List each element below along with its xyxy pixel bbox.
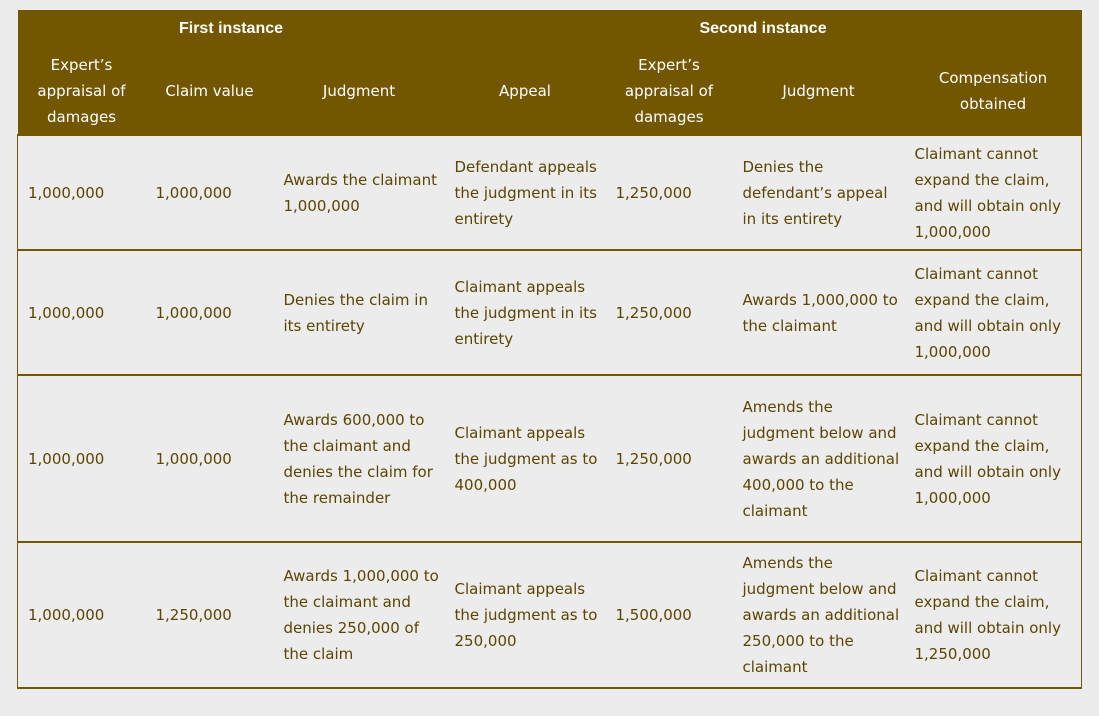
col-judgment-2: Judgment xyxy=(733,48,905,135)
cell-judgment: Awards 600,000 to the claimant and denies the claim for the remainder xyxy=(274,375,445,542)
cell-appraisal: 1,000,000 xyxy=(18,250,146,375)
cell-judgment: Awards the claimant 1,000,000 xyxy=(274,135,445,250)
cell-appraisal-second: 1,250,000 xyxy=(606,375,733,542)
cell-appeal: Claimant appeals the judgment in its entirety xyxy=(445,250,606,375)
table-row xyxy=(18,375,1082,542)
header-columns-row xyxy=(18,48,1082,135)
cell-judgment: Denies the claim in its entirety xyxy=(274,250,445,375)
cell-appraisal: 1,000,000 xyxy=(18,135,146,250)
header-group-row xyxy=(18,10,1082,48)
cell-claim-value: 1,000,000 xyxy=(146,135,274,250)
cell-appraisal-second: 1,250,000 xyxy=(606,250,733,375)
cell-judgment-second: Amends the judgment below and awards an additional 400,000 to the claimant xyxy=(733,375,905,542)
col-appeal: Appeal xyxy=(445,48,606,135)
cell-claim-value: 1,000,000 xyxy=(146,250,274,375)
comparison-table-container xyxy=(17,10,1081,689)
cell-claim-value: 1,000,000 xyxy=(146,375,274,542)
cell-appraisal: 1,000,000 xyxy=(18,375,146,542)
col-judgment-1: Judgment xyxy=(274,48,445,135)
col-expert-appraisal-1: Expert’s appraisal of damages xyxy=(18,48,146,135)
table-row xyxy=(18,250,1082,375)
col-claim-value: Claim value xyxy=(146,48,274,135)
cell-appraisal-second: 1,500,000 xyxy=(606,542,733,688)
cell-appeal: Claimant appeals the judgment as to 250,000 xyxy=(445,542,606,688)
table-body xyxy=(18,135,1082,688)
cell-claim-value: 1,250,000 xyxy=(146,542,274,688)
cell-compensation: Claimant cannot expand the claim, and will obtain only 1,250,000 xyxy=(905,542,1082,688)
table-row xyxy=(18,542,1082,688)
cell-compensation: Claimant cannot expand the claim, and will obtain only 1,000,000 xyxy=(905,375,1082,542)
cell-judgment-second: Awards 1,000,000 to the claimant xyxy=(733,250,905,375)
cell-appraisal-second: 1,250,000 xyxy=(606,135,733,250)
cell-compensation: Claimant cannot expand the claim, and will obtain only 1,000,000 xyxy=(905,250,1082,375)
cell-compensation: Claimant cannot expand the claim, and will obtain only 1,000,000 xyxy=(905,135,1082,250)
cell-appeal: Claimant appeals the judgment as to 400,000 xyxy=(445,375,606,542)
cell-appeal: Defendant appeals the judgment in its entirety xyxy=(445,135,606,250)
group-first-instance: First instance xyxy=(18,10,445,48)
col-expert-appraisal-2: Expert’s appraisal of damages xyxy=(606,48,733,135)
cell-judgment-second: Amends the judgment below and awards an additional 250,000 to the claimant xyxy=(733,542,905,688)
table-header xyxy=(18,10,1082,135)
col-compensation: Compensation obtained xyxy=(905,48,1082,135)
table-row xyxy=(18,135,1082,250)
instances-comparison-table xyxy=(17,10,1082,689)
cell-judgment: Awards 1,000,000 to the claimant and denies 250,000 of the claim xyxy=(274,542,445,688)
group-second-instance: Second instance xyxy=(445,10,1082,48)
cell-appraisal: 1,000,000 xyxy=(18,542,146,688)
cell-judgment-second: Denies the defendant’s appeal in its entirety xyxy=(733,135,905,250)
